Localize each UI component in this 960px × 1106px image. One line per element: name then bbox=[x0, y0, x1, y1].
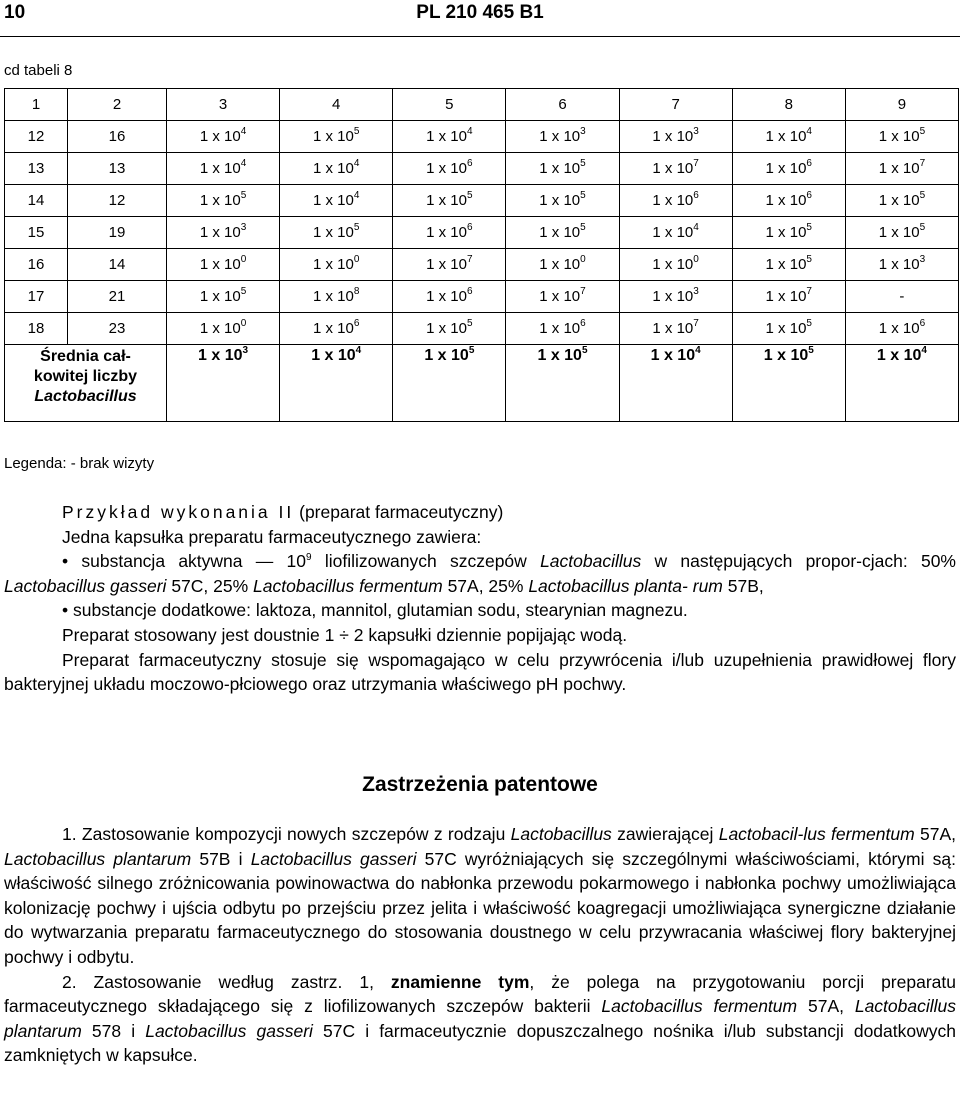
example-heading: Przykład wykonania II (preparat farmaceutyczny) bbox=[62, 502, 504, 522]
summary-cell: 1 x $10^4$ bbox=[845, 345, 958, 422]
use-paragraph: Preparat farmaceutyczny stosuje się wspomagająco w celu przywrócenia i/lub uzupełnienia prawidłowej flory bakteryjnej układu moczowo-płciowego oraz utrzymania właściwego pH pochwy. bbox=[4, 649, 956, 695]
table-cell: 1 x $10^8$ bbox=[280, 281, 393, 313]
table-cell: 1 x $10^7$ bbox=[506, 281, 619, 313]
table-cell: 14 bbox=[68, 249, 167, 281]
table-cell: 1 x $10^5$ bbox=[732, 313, 845, 345]
table-row bbox=[5, 121, 959, 153]
column-header: 7 bbox=[619, 89, 732, 121]
column-header: 2 bbox=[68, 89, 167, 121]
claim-2: 2. Zastosowanie według zastrz. 1, znamienne tym, że polega na przygotowaniu porcji preparatu farmaceutycznego składającego się z liofilizowanych szczepów bakterii Lactobacillus fermentum 57A, Lactobacillus plantarum 578 i Lactobacillus gasseri 57C i farmaceutycznie dopuszczalnego nośnika i/lub substancji dodatkowych zamkniętych w kapsułce. bbox=[4, 971, 957, 1066]
column-header: 6 bbox=[506, 89, 619, 121]
table-cell: - bbox=[845, 281, 958, 313]
table-cell: 1 x $10^3$ bbox=[619, 281, 732, 313]
table-cell: 1 x $10^6$ bbox=[845, 313, 958, 345]
table-cell: 1 x $10^5$ bbox=[732, 217, 845, 249]
table-row bbox=[5, 217, 959, 249]
table-cell: 1 x $10^5$ bbox=[732, 249, 845, 281]
table-row bbox=[5, 185, 959, 217]
summary-cell: 1 x $10^5$ bbox=[732, 345, 845, 422]
summary-row bbox=[5, 345, 959, 422]
table-cell: 1 x $10^6$ bbox=[393, 217, 506, 249]
table-cell: 1 x $10^5$ bbox=[845, 185, 958, 217]
table-row bbox=[5, 249, 959, 281]
table-cell: 1 x $10^4$ bbox=[280, 153, 393, 185]
column-header: 4 bbox=[280, 89, 393, 121]
table-cell: 1 x $10^5$ bbox=[167, 281, 280, 313]
header-rule bbox=[0, 36, 960, 37]
summary-cell: 1 x $10^4$ bbox=[280, 345, 393, 422]
table-cell: 1 x $10^4$ bbox=[167, 121, 280, 153]
patent-id: PL 210 465 B1 bbox=[416, 2, 544, 23]
table-cell: 1 x $10^4$ bbox=[280, 185, 393, 217]
column-header: 5 bbox=[393, 89, 506, 121]
column-header: 1 bbox=[5, 89, 68, 121]
table-cell: 13 bbox=[68, 153, 167, 185]
claims-title: Zastrzeżenia patentowe bbox=[362, 773, 598, 796]
table-cell: 18 bbox=[5, 313, 68, 345]
table-legend: Legenda: - brak wizyty bbox=[4, 455, 155, 472]
table-cell: 1 x $10^6$ bbox=[732, 185, 845, 217]
claim-1: 1. Zastosowanie kompozycji nowych szczepów z rodzaju Lactobacillus zawierającej Lactobacil-lus fermentum 57A, Lactobacillus plantarum 57B i Lactobacillus gasseri 57C wyróżniających się szczególnymi właściwościami, którymi są: właściwość silnego zróżnicowania powinowactwa do nabłonka przewodu pokarmowego i nabłonka pochwy umożliwiająca kolonizację pochwy i ujścia odbytu po przejściu przez jelita i właściwość koagregacji umożliwiająca synergiczne działanie do wytwarzania preparatu farmaceutycznego do stosowania doustnego w celu przywracania właściwej flory bakteryjnej pochwy i odbytu. bbox=[4, 824, 956, 967]
table-cell: 13 bbox=[5, 153, 68, 185]
table-cell: 19 bbox=[68, 217, 167, 249]
summary-cell: 1 x $10^4$ bbox=[619, 345, 732, 422]
table-cell: 1 x $10^6$ bbox=[393, 153, 506, 185]
table-cell: 1 x $10^5$ bbox=[280, 217, 393, 249]
table-cell: 1 x $10^5$ bbox=[393, 313, 506, 345]
table-cell: 12 bbox=[5, 121, 68, 153]
page-number: 10 bbox=[4, 2, 26, 23]
table-row bbox=[5, 281, 959, 313]
summary-cell: 1 x $10^5$ bbox=[506, 345, 619, 422]
table-cell: 1 x $10^5$ bbox=[506, 185, 619, 217]
column-header: 9 bbox=[845, 89, 958, 121]
table-cell: 1 x $10^3$ bbox=[619, 121, 732, 153]
data-table bbox=[4, 88, 959, 422]
summary-cell: 1 x $10^5$ bbox=[393, 345, 506, 422]
claims-section bbox=[4, 822, 956, 1068]
table-cell: 1 x $10^6$ bbox=[619, 185, 732, 217]
table-cell: 1 x $10^3$ bbox=[506, 121, 619, 153]
table-cell: 1 x $10^4$ bbox=[167, 153, 280, 185]
table-cell: 1 x $10^5$ bbox=[167, 185, 280, 217]
table-cell: 1 x $10^7$ bbox=[619, 153, 732, 185]
table-cell: 1 x $10^5$ bbox=[393, 185, 506, 217]
table-cell: 23 bbox=[68, 313, 167, 345]
table-cell: 1 x $10^4$ bbox=[732, 121, 845, 153]
bullet-excipients: • substancje dodatkowe: laktoza, mannitol, glutamian sodu, stearynian magnezu. bbox=[62, 600, 688, 621]
table-cell: 21 bbox=[68, 281, 167, 313]
table-cell: 1 x $10^7$ bbox=[619, 313, 732, 345]
table-cell: 1 x $10^6$ bbox=[280, 313, 393, 345]
table-cell: 1 x $10^6$ bbox=[732, 153, 845, 185]
summary-cell: 1 x $10^3$ bbox=[167, 345, 280, 422]
table-cell: 12 bbox=[68, 185, 167, 217]
bullet-active-substance: • substancja aktywna — $10^9$ liofilizowanych szczepów Lactobacillus w następujących propor-cjach: 50% Lactobacillus gasseri 57C, 25% Lactobacillus fermentum 57A, 25% Lactobacillus planta- rum 57B, bbox=[4, 551, 956, 596]
table-cell: 1 x $10^7$ bbox=[732, 281, 845, 313]
page-header bbox=[0, 0, 960, 28]
table-cell: 1 x $10^4$ bbox=[393, 121, 506, 153]
table-cell: 1 x $10^5$ bbox=[845, 217, 958, 249]
table-row bbox=[5, 153, 959, 185]
table-cell: 1 x $10^6$ bbox=[393, 281, 506, 313]
table-cell: 16 bbox=[5, 249, 68, 281]
table-cell: 1 x $10^0$ bbox=[167, 249, 280, 281]
table-cell: 1 x $10^5$ bbox=[506, 153, 619, 185]
table-cell: 14 bbox=[5, 185, 68, 217]
column-header: 8 bbox=[732, 89, 845, 121]
table-header-row bbox=[5, 89, 959, 121]
table-cell: 1 x $10^6$ bbox=[506, 313, 619, 345]
table-cell: 1 x $10^7$ bbox=[393, 249, 506, 281]
dosage-line: Preparat stosowany jest doustnie 1 ÷ 2 kapsułki dziennie popijając wodą. bbox=[62, 624, 628, 645]
table-cell: 16 bbox=[68, 121, 167, 153]
table-cell: 1 x $10^0$ bbox=[619, 249, 732, 281]
table-cell: 1 x $10^4$ bbox=[619, 217, 732, 249]
table-cell: 1 x $10^5$ bbox=[506, 217, 619, 249]
example-section bbox=[4, 500, 956, 697]
table-cell: 1 x $10^5$ bbox=[845, 121, 958, 153]
table-cell: 1 x $10^0$ bbox=[167, 313, 280, 345]
table-cell: 1 x $10^0$ bbox=[280, 249, 393, 281]
table-cell: 1 x $10^3$ bbox=[167, 217, 280, 249]
example-intro: Jedna kapsułka preparatu farmaceutycznego zawiera: bbox=[62, 526, 482, 547]
summary-label: Średnia cał- kowitej liczby Lactobacillus bbox=[5, 345, 167, 422]
table-cell: 1 x $10^7$ bbox=[845, 153, 958, 185]
table-cell: 17 bbox=[5, 281, 68, 313]
table-cell: 1 x $10^5$ bbox=[280, 121, 393, 153]
table-cell: 15 bbox=[5, 217, 68, 249]
table-caption: cd tabeli 8 bbox=[4, 62, 73, 79]
table-cell: 1 x $10^0$ bbox=[506, 249, 619, 281]
table-cell: 1 x $10^3$ bbox=[845, 249, 958, 281]
column-header: 3 bbox=[167, 89, 280, 121]
table-row bbox=[5, 313, 959, 345]
